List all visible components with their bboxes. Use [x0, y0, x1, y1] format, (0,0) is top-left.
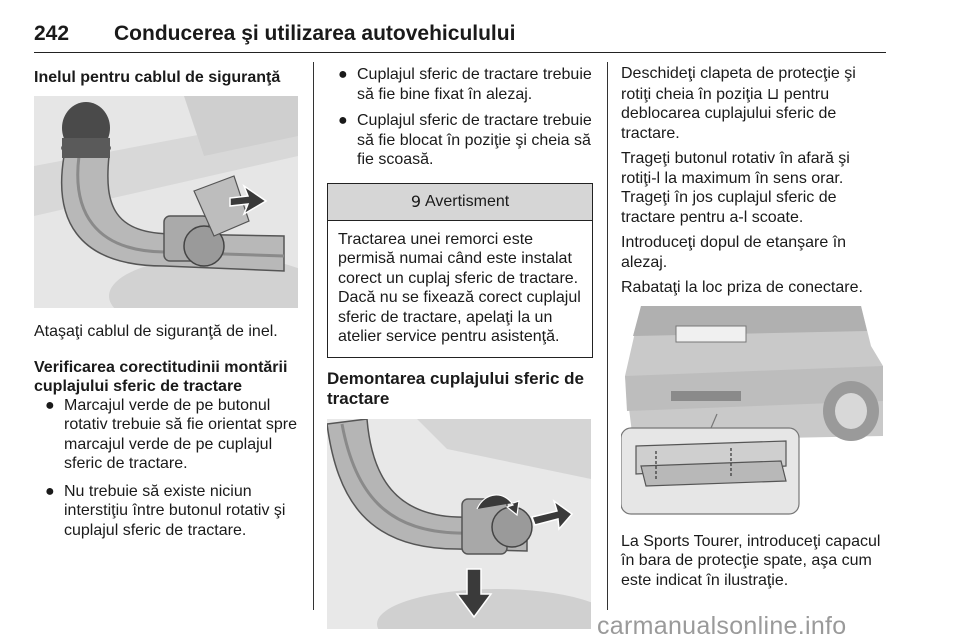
check-list	[327, 65, 593, 170]
list-item: ● Cuplajul sferic de tractare trebuie să fie bine fixat în alezaj.	[338, 66, 592, 103]
figure-remove-towbar	[327, 419, 591, 629]
caption-attach-cable: Ataşaţi cablul de siguranţă de inel.	[34, 323, 278, 340]
paragraph-fold-socket: Rabataţi la loc priza de conectare.	[621, 279, 863, 296]
page-number: 242	[34, 22, 70, 45]
column-right	[621, 60, 887, 590]
paragraph-open-flap: Deschideţi clapeta de protecţie şi rotiţi cheia în poziţia ⊔ pentru deblocarea cuplajului sferic de tractare.	[621, 65, 856, 142]
column-middle	[327, 60, 593, 629]
page-title: Conducerea şi utilizarea autovehiculului	[114, 22, 516, 45]
column-left	[34, 60, 302, 540]
paragraph-sports-tourer: La Sports Tourer, introduceţi capacul în bara de protecţie spate, aşa cum este indicat în ilustraţie.	[621, 532, 881, 589]
paragraph-pull-knob: Trageţi butonul rotativ în afară şi rotiţi-l la maximum în sens orar. Trageţi în jos cuplajul sferic de tractare pentru a-l scoate.	[621, 150, 850, 226]
figure-sports-tourer-cover	[621, 306, 885, 518]
list-item: ● Marcajul verde de pe butonul rotativ trebuie să fie orientat spre marcajul verde de pe cuplajul sferic de tractare.	[45, 396, 298, 472]
warning-header	[328, 184, 592, 221]
page-header	[34, 18, 886, 53]
figure-safety-cable-ring	[34, 96, 298, 308]
list-item: ● Nu trebuie să existe niciun interstiţiu între butonul rotativ şi cuplajul sferic de tractare.	[45, 482, 286, 539]
section-heading-verify: Verificarea corectitudinii montării cuplajului sferic de tractare	[34, 358, 288, 395]
watermark: carmanualsonline.info	[597, 612, 847, 640]
warning-title: Avertisment	[425, 192, 510, 210]
column-divider	[313, 62, 314, 610]
section-heading: Inelul pentru cablul de siguranţă	[34, 69, 281, 86]
verify-list	[34, 396, 302, 541]
column-divider	[607, 62, 608, 610]
warning-text: Tractarea unei remorci este permisă numai când este instalat corect un cuplaj sferic de tractare. Dacă nu se fixează corect cuplajul sferic de tractare, apelaţi la un atelier service pentru asistenţă.	[338, 230, 581, 345]
warning-icon: 9	[410, 192, 421, 211]
section-heading-removal: Demontarea cuplajului sferic de tractare	[327, 368, 584, 408]
warning-box	[327, 183, 593, 358]
paragraph-insert-plug: Introduceţi dopul de etanşare în alezaj.	[621, 234, 847, 271]
list-item: ● Cuplajul sferic de tractare trebuie să fie blocat în poziţie şi cheia să fie scoasă.	[338, 112, 592, 168]
unlock-icon: ⊔	[766, 83, 780, 103]
